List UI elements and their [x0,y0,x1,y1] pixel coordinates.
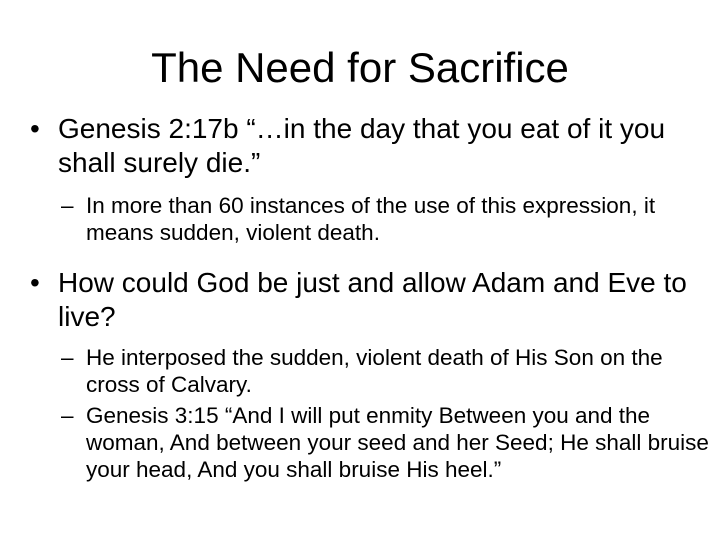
bullet-item-genesis-2-17 [30,112,710,180]
slide-title: The Need for Sacrifice [151,44,569,91]
bullet-text: Genesis 2:17b “…in the day that you eat of it you shall surely die.” [58,113,666,178]
sub-bullet-text: Genesis 3:15 “And I will put enmity Between you and the woman, And between your seed and her Seed; He shall bruise your head, And you shall bruise His heel.” [86,403,709,482]
dash-icon: – [61,345,74,370]
dash-icon: – [61,193,74,218]
sub-bullet-item-genesis-3-15 [30,402,710,483]
sub-bullet-item-interposed [30,344,710,398]
bullet-icon: • [30,113,40,144]
sub-bullet-item-instances [30,192,710,246]
sub-bullet-text: He interposed the sudden, violent death of His Son on the cross of Calvary. [86,345,663,397]
sub-bullet-text: In more than 60 instances of the use of this expression, it means sudden, violent death. [86,193,656,245]
bullet-icon: • [30,267,40,298]
slide-body [30,112,710,483]
bullet-item-how-could-god [30,266,710,334]
dash-icon: – [61,403,74,428]
bullet-text: How could God be just and allow Adam and Eve to live? [58,267,687,332]
